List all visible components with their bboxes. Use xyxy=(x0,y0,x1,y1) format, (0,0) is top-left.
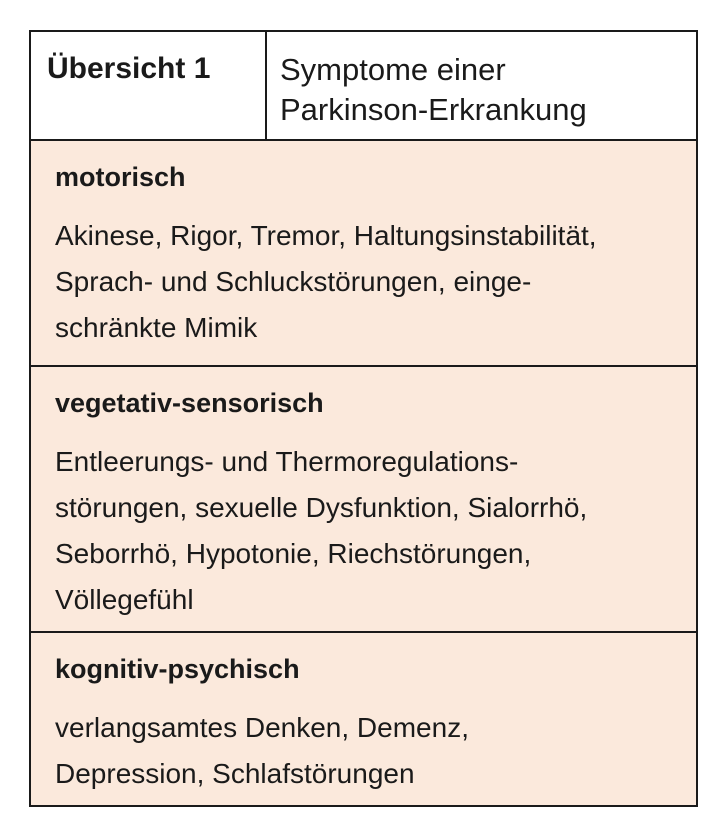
section-motorisch xyxy=(31,141,696,367)
overview-label: Übersicht 1 xyxy=(31,32,267,139)
section-vegetativ-sensorisch xyxy=(31,367,696,633)
section-body-line: Völlegefühl xyxy=(55,584,194,615)
overview-header xyxy=(31,32,696,141)
section-kognitiv-psychisch xyxy=(31,633,696,805)
section-body xyxy=(55,213,696,351)
section-body-line: verlangsamtes Denken, Demenz, xyxy=(55,712,469,743)
overview-box xyxy=(29,30,698,807)
overview-title-line: Symptome einer xyxy=(280,52,506,87)
section-body-line: Sprach- und Schluckstörungen, einge- xyxy=(55,266,532,297)
section-body xyxy=(55,705,696,797)
section-body-line: Entleerungs- und Thermoregulations- xyxy=(55,446,519,477)
section-body xyxy=(55,439,696,623)
section-body-line: Depression, Schlafstörungen xyxy=(55,758,415,789)
section-body-line: schränkte Mimik xyxy=(55,312,258,343)
overview-title-line: Parkinson-Erkrankung xyxy=(280,92,587,127)
section-heading: vegetativ-sensorisch xyxy=(55,388,324,418)
section-heading: kognitiv-psychisch xyxy=(55,654,300,684)
section-body-line: störungen, sexuelle Dysfunktion, Sialorrhö, xyxy=(55,492,588,523)
section-body-line: Akinese, Rigor, Tremor, Haltungsinstabilität, xyxy=(55,220,597,251)
section-body-line: Seborrhö, Hypotonie, Riechstörungen, xyxy=(55,538,532,569)
overview-title xyxy=(267,32,587,139)
section-heading: motorisch xyxy=(55,162,186,192)
